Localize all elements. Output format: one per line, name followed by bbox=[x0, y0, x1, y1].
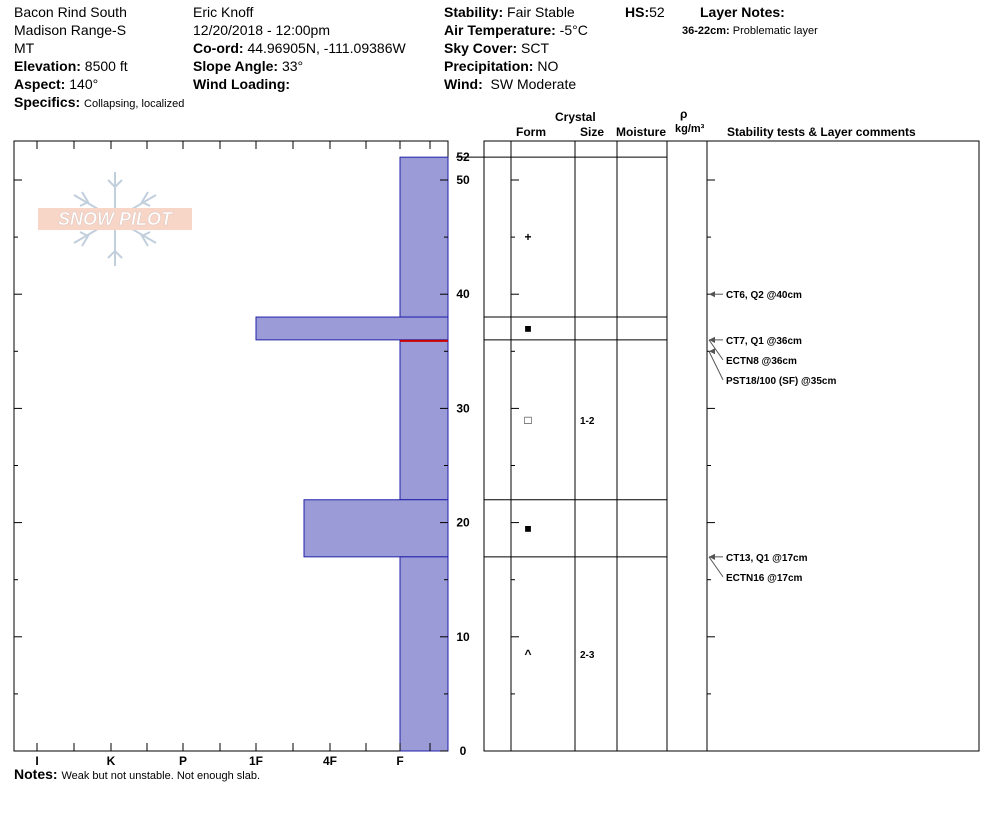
hardness-layer-bar bbox=[256, 317, 448, 340]
aspect: Aspect: 140° bbox=[14, 76, 99, 92]
rho-header: ρ bbox=[680, 107, 688, 121]
location-name: Bacon Rind South bbox=[14, 4, 127, 20]
moisture-header: Moisture bbox=[616, 125, 667, 139]
depth-label: 10 bbox=[456, 629, 470, 644]
elevation: Elevation: 8500 ft bbox=[14, 58, 128, 74]
wind-loading: Wind Loading: bbox=[193, 76, 291, 92]
hardness-label: 4F bbox=[322, 754, 338, 768]
mountain-range: Madison Range-S bbox=[14, 22, 127, 38]
hardness-label: F bbox=[396, 754, 404, 768]
slope-angle: Slope Angle: 33° bbox=[193, 58, 304, 74]
hardness-label: K bbox=[106, 754, 116, 768]
depth-label: 30 bbox=[456, 401, 470, 416]
hardness-layer-bar bbox=[400, 557, 448, 751]
crystal-size: 1-2 bbox=[580, 415, 595, 427]
crystal-form-symbol: + bbox=[524, 230, 532, 245]
crystal-form-symbol: ^ bbox=[524, 646, 532, 661]
crystal-header: Crystal bbox=[555, 110, 596, 124]
air-temperature: Air Temperature: -5°C bbox=[444, 22, 588, 38]
hardness-ticks bbox=[35, 141, 430, 768]
stability-tests bbox=[709, 290, 836, 584]
test-leader-line bbox=[709, 340, 723, 360]
form-header: Form bbox=[516, 125, 546, 139]
stability-test-label: ECTN16 @17cm bbox=[726, 572, 803, 584]
hardness-frame bbox=[14, 141, 448, 751]
stability-test-label: ECTN8 @36cm bbox=[726, 355, 797, 367]
wind: Wind: SW Moderate bbox=[444, 76, 577, 92]
layer-note: 36-22cm: Problematic layer bbox=[682, 25, 818, 37]
layer-notes-title: Layer Notes: bbox=[700, 4, 785, 20]
size-header: Size bbox=[580, 125, 605, 139]
test-leader-line bbox=[709, 557, 723, 577]
observation-datetime: 12/20/2018 - 12:00pm bbox=[193, 22, 330, 38]
stability-test-label: CT6, Q2 @40cm bbox=[726, 290, 802, 302]
hardness-label: P bbox=[178, 754, 188, 768]
crystal-form-symbol: ■ bbox=[524, 321, 532, 336]
hardness-label: I bbox=[35, 754, 39, 768]
notes: Notes: Weak but not unstable. Not enough slab. bbox=[14, 766, 260, 782]
sky-cover: Sky Cover: SCT bbox=[444, 40, 550, 56]
logo-text: SNOW PILOT bbox=[58, 209, 172, 229]
snow-height: HS:52 bbox=[625, 4, 665, 20]
specifics: Specifics: Collapsing, localized bbox=[14, 94, 185, 110]
density-unit-header: kg/m³ bbox=[675, 123, 705, 135]
crystal-forms bbox=[524, 230, 595, 661]
grid-ticks bbox=[511, 180, 715, 751]
crystal-size: 2-3 bbox=[580, 649, 595, 661]
depth-label: 40 bbox=[456, 287, 470, 302]
layer-grid-frame bbox=[484, 141, 979, 751]
depth-top-label: 52 bbox=[456, 150, 470, 165]
test-arrow-icon bbox=[709, 291, 715, 297]
coordinates: Co-ord: 44.96905N, -111.09386W bbox=[193, 40, 406, 56]
stability-test-label: CT7, Q1 @36cm bbox=[726, 335, 802, 347]
hardness-layers bbox=[256, 157, 448, 751]
crystal-form-symbol: ■ bbox=[524, 521, 532, 536]
comments-header: Stability tests & Layer comments bbox=[727, 125, 916, 139]
state: MT bbox=[14, 40, 35, 56]
observer-name: Eric Knoff bbox=[193, 4, 254, 20]
test-leader-line bbox=[709, 351, 723, 380]
hardness-layer-bar bbox=[304, 500, 448, 557]
hardness-label: 1F bbox=[248, 754, 264, 768]
depth-label: 0 bbox=[459, 744, 467, 758]
precipitation: Precipitation: NO bbox=[444, 58, 559, 74]
stability-test-label: CT13, Q1 @17cm bbox=[726, 552, 808, 564]
depth-label: 20 bbox=[456, 515, 470, 530]
hardness-layer-bar bbox=[400, 340, 448, 500]
crystal-form-symbol: □ bbox=[524, 412, 532, 427]
stability-test-label: PST18/100 (SF) @35cm bbox=[726, 375, 837, 387]
stability: Stability: Fair Stable bbox=[444, 4, 575, 20]
hardness-layer-bar bbox=[400, 157, 448, 317]
depth-label: 50 bbox=[456, 173, 470, 187]
snowpilot-logo bbox=[38, 172, 192, 266]
